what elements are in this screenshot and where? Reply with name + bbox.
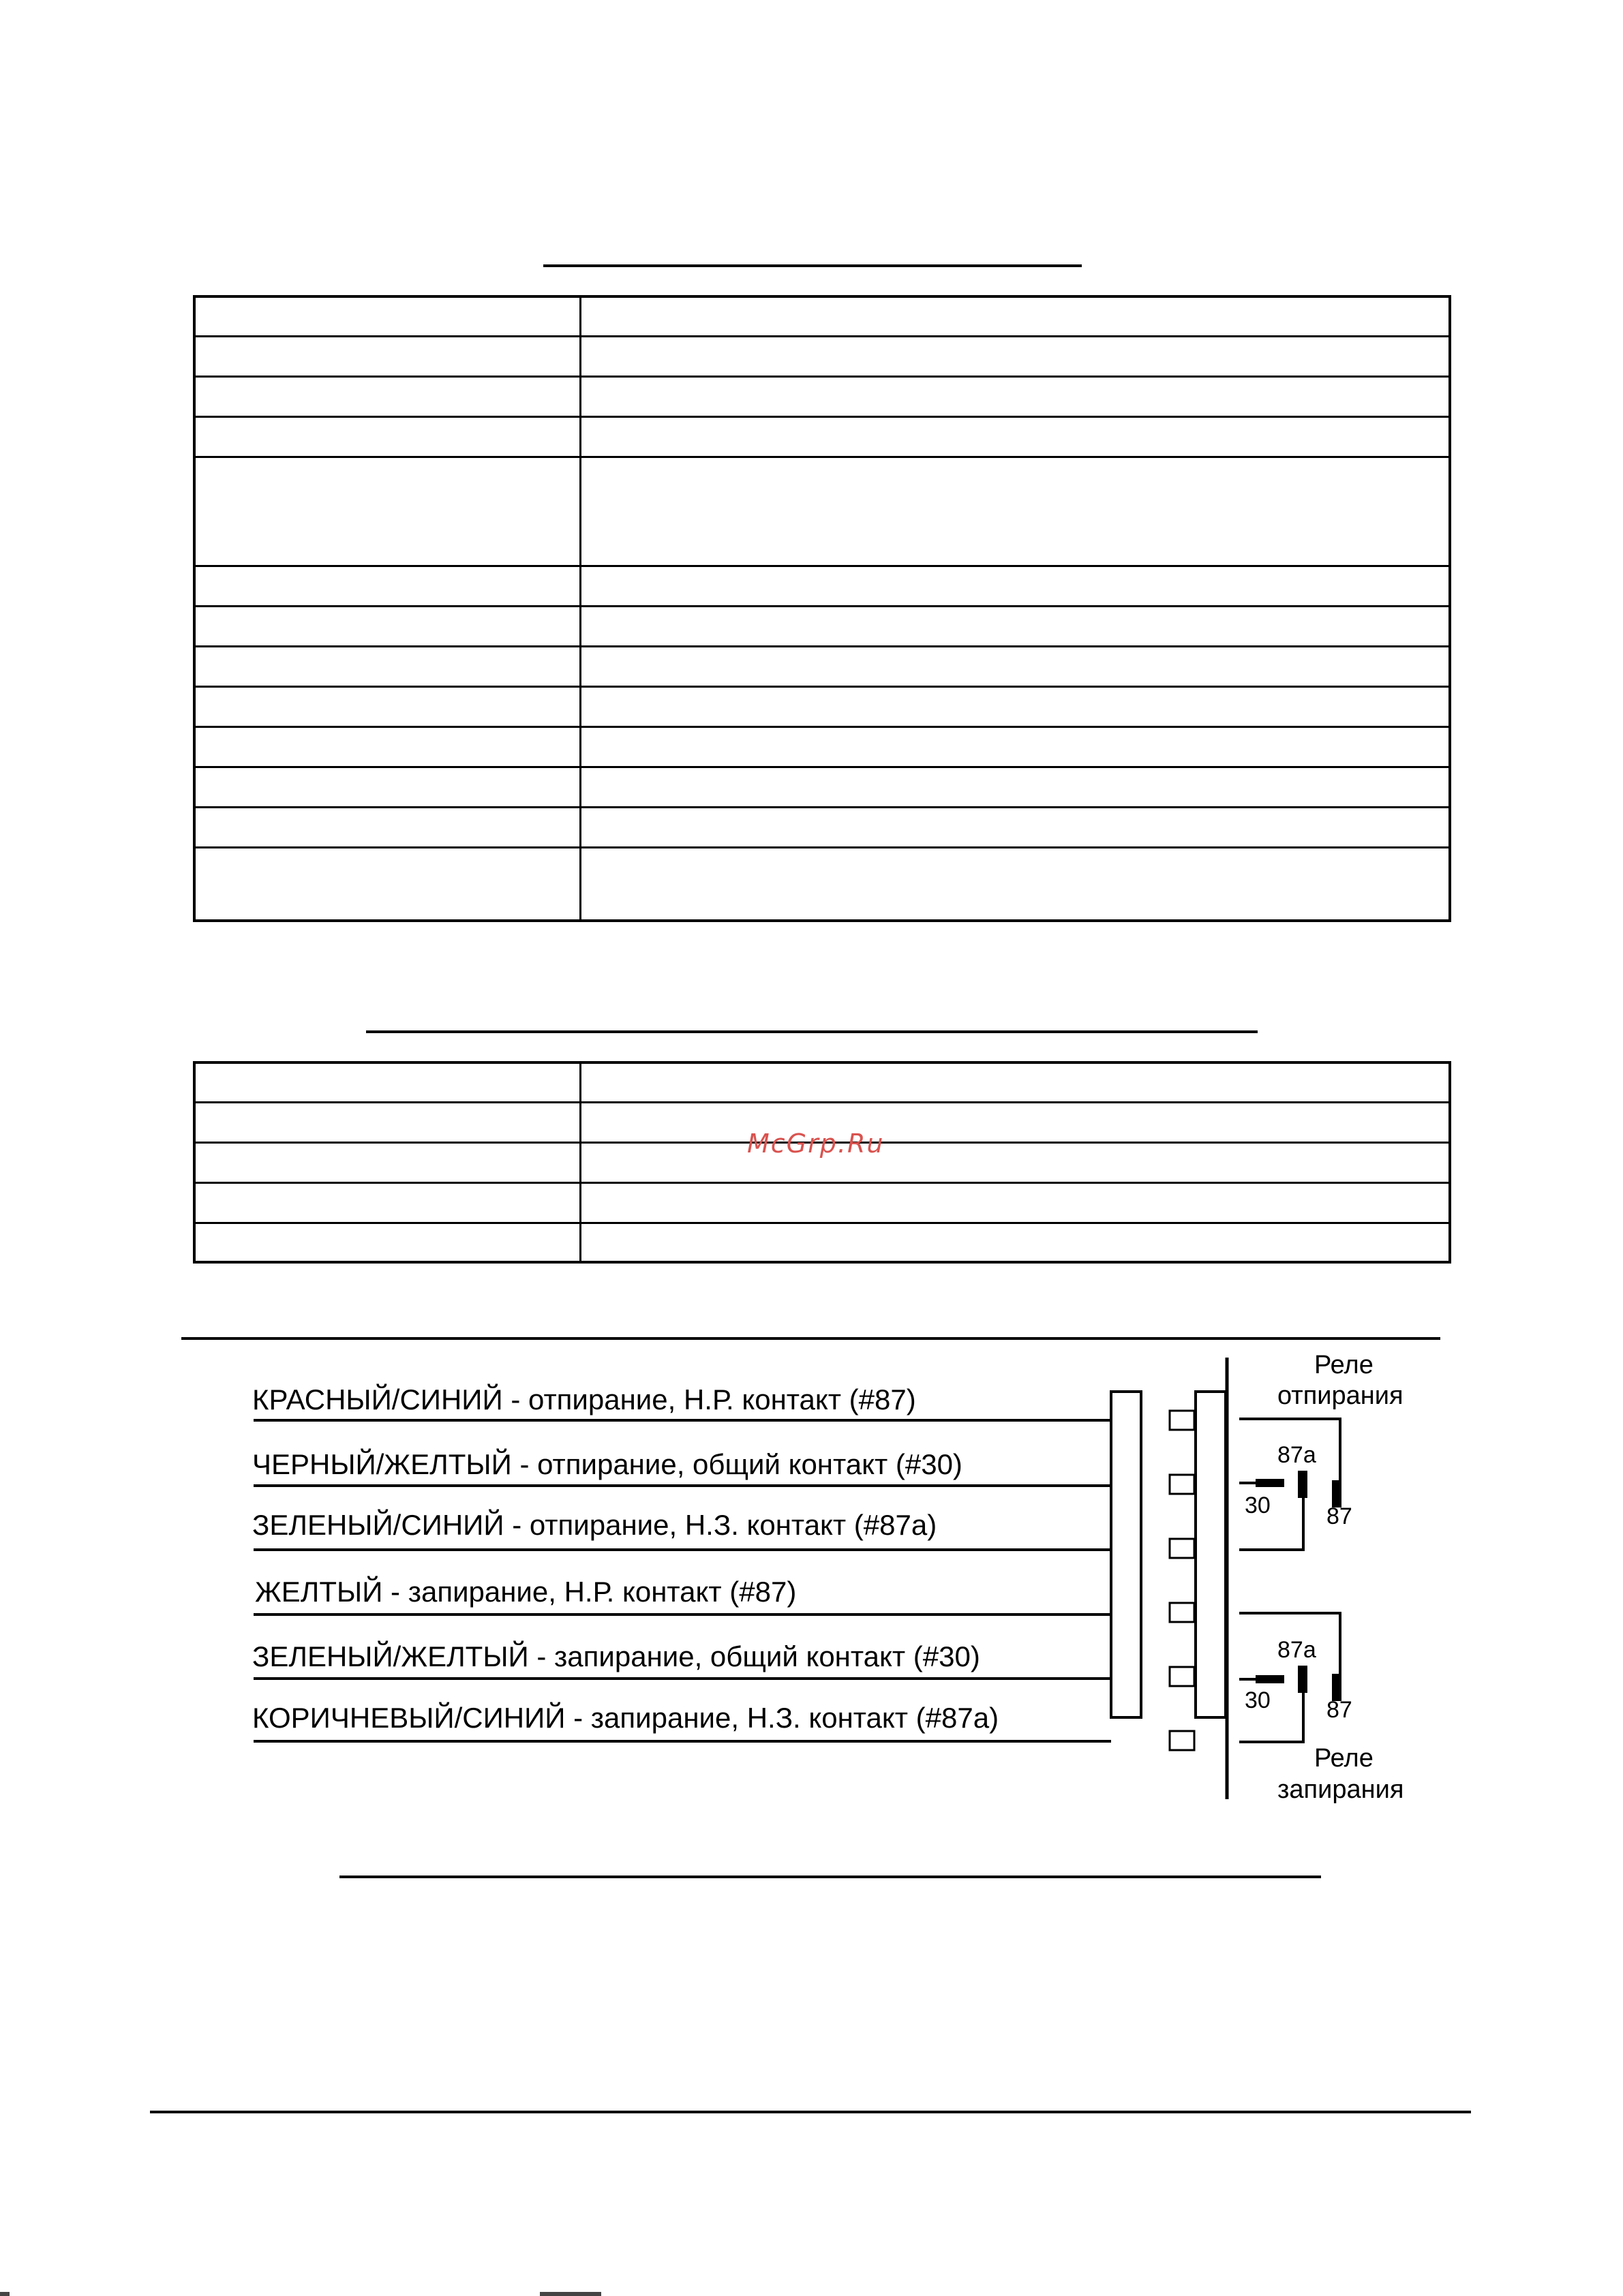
wire-label-green-yellow: ЗЕЛЕНЫЙ/ЖЕЛТЫЙ - запирание, общий контакт (#30) <box>252 1640 980 1672</box>
table-cell <box>194 807 581 847</box>
table-cell <box>581 646 1451 686</box>
table-cell <box>581 1102 1451 1142</box>
table-cell <box>581 686 1451 726</box>
relay-lock-title: Реле <box>1314 1744 1374 1773</box>
table-cell <box>194 1182 581 1223</box>
table-cell <box>194 416 581 457</box>
wire-label-black-yellow: ЧЕРНЫЙ/ЖЕЛТЫЙ - отпирание, общий контакт (#30) <box>252 1448 962 1480</box>
table-cell <box>581 416 1451 457</box>
table-cell <box>194 686 581 726</box>
relay-lock-pin-30: 30 <box>1245 1687 1271 1713</box>
connector-pin <box>1170 1475 1194 1494</box>
relay-lock-subtitle: запирания <box>1277 1775 1404 1804</box>
connector-pin <box>1170 1411 1194 1430</box>
footer-rule <box>150 2111 1471 2113</box>
connector-pin <box>1170 1667 1194 1686</box>
relay-lock-pin-87: 87 <box>1326 1697 1352 1723</box>
relay-unlock-pin-87: 87 <box>1326 1503 1352 1529</box>
table-cell <box>581 296 1451 336</box>
section-heading-rule-2 <box>366 1030 1258 1033</box>
section-heading-rule-1 <box>543 264 1082 267</box>
connector-socket <box>1196 1392 1226 1717</box>
relay-unlock-title: Реле <box>1314 1351 1374 1379</box>
relay-unlock-contact-nc <box>1298 1471 1307 1498</box>
relay-unlock-pin-30: 30 <box>1245 1493 1271 1518</box>
relay-unlock-pin-87a: 87a <box>1277 1442 1316 1468</box>
spec-table-2 <box>193 1061 1451 1264</box>
table-cell <box>581 457 1451 566</box>
table-cell <box>194 336 581 376</box>
table-cell <box>194 1142 581 1182</box>
wire-label-green-blue: ЗЕЛЕНЫЙ/СИНИЙ - отпирание, Н.З. контакт (#87а) <box>252 1509 937 1541</box>
table-cell <box>581 1142 1451 1182</box>
table-cell <box>581 726 1451 767</box>
wire-label-red-blue: КРАСНЫЙ/СИНИЙ - отпирание, Н.Р. контакт (#87) <box>252 1383 916 1415</box>
connector-pin <box>1170 1539 1194 1558</box>
spec-table-1 <box>193 295 1451 922</box>
relay-unlock-subtitle: отпирания <box>1277 1381 1404 1410</box>
connector-pin <box>1170 1603 1194 1622</box>
footer-fragment <box>0 2292 10 2296</box>
wire-label-yellow: ЖЕЛТЫЙ - запирание, Н.Р. контакт (#87) <box>255 1576 797 1608</box>
table-cell <box>194 1102 581 1142</box>
table-cell <box>194 376 581 416</box>
table-cell <box>581 336 1451 376</box>
table-cell <box>581 566 1451 606</box>
relay-lock-contact-nc <box>1298 1666 1307 1693</box>
table-cell <box>581 807 1451 847</box>
table-cell <box>194 457 581 566</box>
table-cell <box>194 1062 581 1102</box>
table-cell <box>581 847 1451 921</box>
wire-label-brown-blue: КОРИЧНЕВЫЙ/СИНИЙ - запирание, Н.З. контакт (#87а) <box>252 1702 999 1734</box>
connector-block <box>1111 1392 1141 1717</box>
table-cell <box>581 1182 1451 1223</box>
relay-wiring-diagram <box>0 1315 1623 1833</box>
relay-lock-pin-87a: 87a <box>1277 1637 1316 1663</box>
table-cell <box>194 646 581 686</box>
table-cell <box>194 296 581 336</box>
table-cell <box>581 1062 1451 1102</box>
table-cell <box>581 1223 1451 1262</box>
table-cell <box>581 767 1451 807</box>
relay-unlock-contact-com <box>1256 1479 1284 1487</box>
table-cell <box>194 767 581 807</box>
table-cell <box>194 847 581 921</box>
connector-pin <box>1170 1731 1194 1750</box>
footer-fragment <box>540 2292 601 2296</box>
table-cell <box>194 1223 581 1262</box>
table-cell <box>581 606 1451 646</box>
relay-lock-contact-com <box>1256 1675 1284 1683</box>
watermark-text: McGrp.Ru <box>747 1129 885 1159</box>
table-cell <box>194 606 581 646</box>
table-cell <box>194 726 581 767</box>
table-cell <box>581 376 1451 416</box>
section-heading-rule-4 <box>339 1876 1321 1878</box>
table-cell <box>194 566 581 606</box>
